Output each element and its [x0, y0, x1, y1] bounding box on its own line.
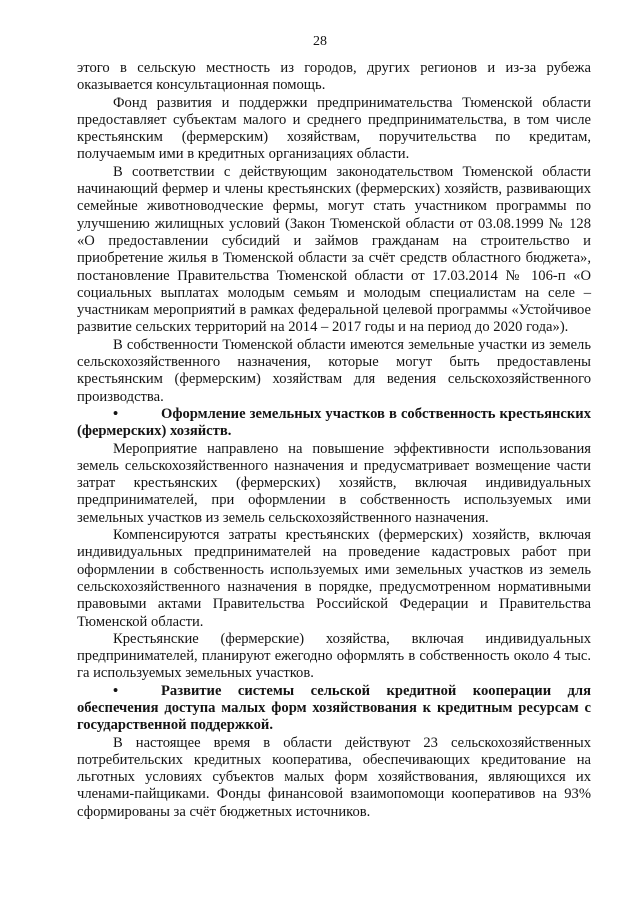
paragraph-3: В соответствии с действующим законодательством Тюменской области начинающий фермер и члены крестьянских (фермерских) хозяйств, развивающих семейные животноводческие фермы, могут стать участником программы по улучшению жилищных условий (Закон Тюменской области от 03.08.1999 № 128 «О предоставлении субсидий и займов гражданам на строительство и приобретение жилья в Тюменской области за счёт средств областного бюджета», постановление Правительства Тюменской области от 17.03.2014 № 106-п «О социальных выплатах молодым семьям и молодым специалистам на селе – участникам мероприятий в рамках федеральной целевой программы «Устойчивое развитие сельских территорий на 2014 – 2017 годы и на период до 2020 года»). — [77, 163, 591, 336]
paragraph-1: этого в сельскую местность из городов, других регионов и из-за рубежа оказывается консультационная помощь. — [77, 60, 591, 94]
paragraph-4: В собственности Тюменской области имеются земельные участки из земель сельскохозяйственного назначения, которые могут быть предоставлены крестьянским (фермерским) хозяйствам для ведения сельскохозяйственного производства. — [77, 336, 591, 405]
section-heading-credit-cooperation — [77, 683, 591, 735]
bullet-icon: • — [113, 682, 119, 699]
document-body — [77, 60, 591, 821]
paragraph-5: Мероприятие направлено на повышение эффективности использования земель сельскохозяйственного назначения и предусматривает возмещение части затрат крестьянских (фермерских) хозяйств, включая индивидуальных предпринимателей, при оформлении в собственность используемых ими земельных участков из земель сельскохозяйственного назначения. — [77, 440, 591, 526]
paragraph-2: Фонд развития и поддержки предпринимательства Тюменской области предоставляет субъектам малого и среднего предпринимательства, в том числе крестьянским (фермерским) хозяйствам, поручительства по кредитам, получаемым ими в кредитных организациях области. — [77, 94, 591, 163]
section-heading-text: Развитие системы сельской кредитной кооперации для обеспечения доступа малых форм хозяйствования к кредитным ресурсам с государственной поддержкой. — [77, 682, 591, 734]
bullet-icon: • — [113, 405, 119, 422]
paragraph-8: В настоящее время в области действуют 23 сельскохозяйственных потребительских кредитных кооператива, обеспечивающих кредитование на льготных условиях субъектов малых форм хозяйствования, являющихся их членами-пайщиками. Фонды финансовой взаимопомощи кооперативов на 93% сформированы за счёт бюджетных источников. — [77, 734, 591, 820]
section-heading-text: Оформление земельных участков в собственность крестьянских (фермерских) хозяйств. — [77, 405, 591, 440]
section-heading-land-ownership — [77, 406, 591, 441]
page-number: 28 — [313, 34, 327, 49]
paragraph-6: Компенсируются затраты крестьянских (фермерских) хозяйств, включая индивидуальных предпринимателей на проведение кадастровых работ при оформлении в собственность используемых ими земельных участков из земель сельскохозяйственного назначения в порядке, предусмотренном нормативными правовыми актами Правительства Российской Федерации и Правительства Тюменской области. — [77, 527, 591, 630]
paragraph-7: Крестьянские (фермерские) хозяйства, включая индивидуальных предпринимателей, планируют ежегодно оформлять в собственность около 4 тыс. га используемых земельных участков. — [77, 630, 591, 682]
